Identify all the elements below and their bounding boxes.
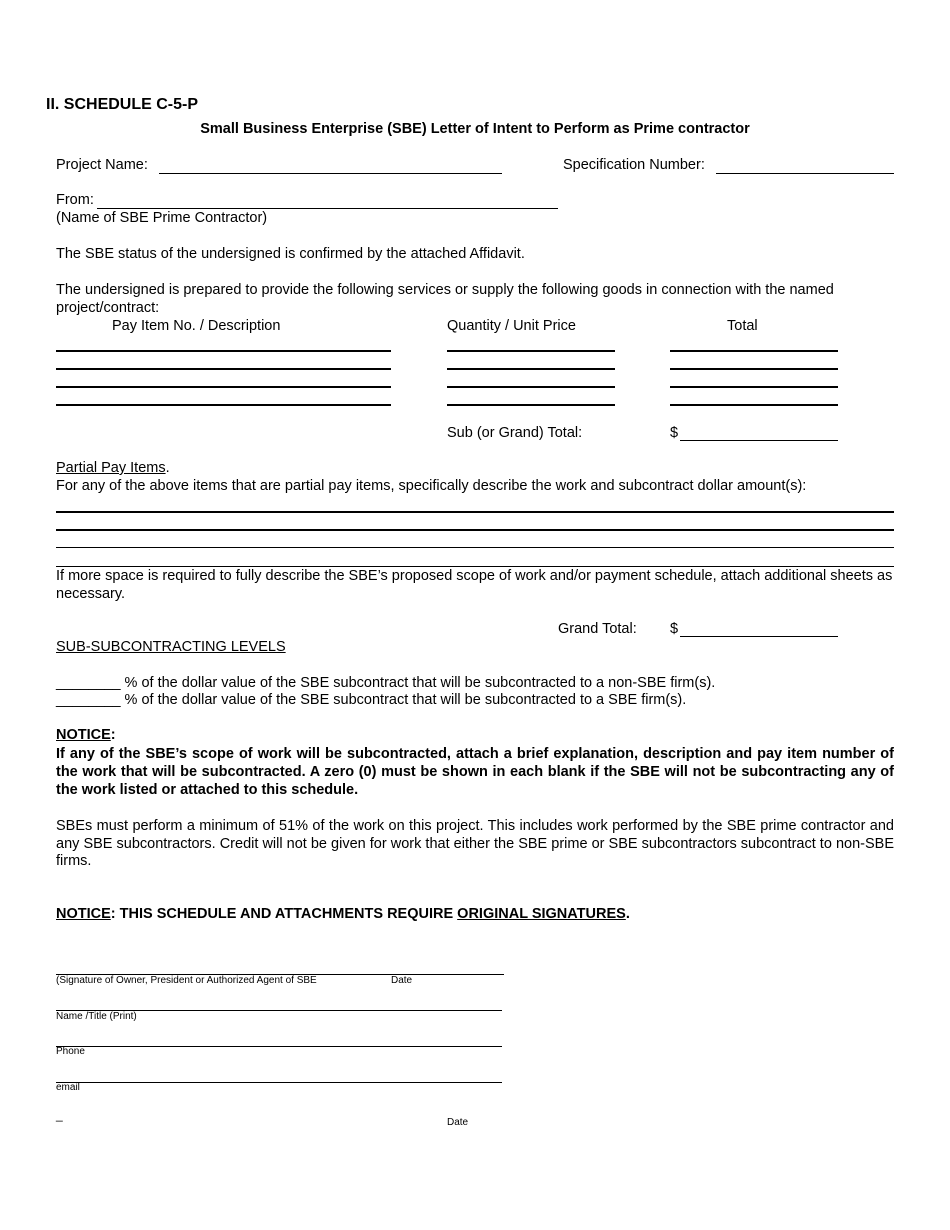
pay-item-field[interactable] [56, 404, 391, 406]
signature-label: (Signature of Owner, President or Authorized Agent of SBE [56, 975, 317, 986]
more-space-text: If more space is required to fully describe the SBE’s proposed scope of work and/or payment schedule, attach additional sheets as necessary. [56, 568, 893, 602]
status-text: The SBE status of the undersigned is confirmed by the attached Affidavit. [56, 246, 525, 262]
spec-number-label: Specification Number: [563, 157, 705, 173]
quantity-field[interactable] [447, 368, 615, 370]
sbe-requirement-text: SBEs must perform a minimum of 51% of the work on this project. This includes work performed by the SBE prime contractor and any SBE subcontractors. Credit will not be given for work that either the SBE prime or SBE subcontractors subcontract to non-SBE firms. [56, 818, 894, 869]
pay-item-field[interactable] [56, 350, 391, 352]
spec-number-field[interactable] [716, 173, 894, 174]
document-subtitle: Small Business Enterprise (SBE) Letter of Intent to Perform as Prime contractor [200, 121, 750, 137]
quantity-field[interactable] [447, 404, 615, 406]
partial-pay-text: For any of the above items that are partial pay items, specifically describe the work and subcontract dollar amount(s): [56, 478, 807, 494]
from-field[interactable] [97, 208, 558, 209]
email-field[interactable] [56, 1082, 502, 1083]
subtotal-label: Sub (or Grand) Total: [447, 425, 583, 441]
grand-total-dollar-sign: $ [670, 621, 679, 637]
notice-heading: NOTICE: [56, 727, 116, 743]
project-name-field[interactable] [159, 173, 502, 174]
sbe-percentage-line: ________ % of the dollar value of the SBE subcontract that will be subcontracted to a SBE firm(s). [56, 692, 687, 708]
partial-pay-field[interactable] [56, 511, 894, 513]
col-quantity-header: Quantity / Unit Price [447, 318, 576, 334]
col-pay-item-header: Pay Item No. / Description [112, 318, 281, 334]
partial-pay-field[interactable] [56, 547, 894, 548]
phone-label: Phone [56, 1046, 85, 1057]
signature-date-label: Date [391, 975, 413, 986]
quantity-field[interactable] [447, 350, 615, 352]
total-field[interactable] [670, 368, 838, 370]
grand-total-field[interactable] [680, 636, 838, 637]
subtotal-field[interactable] [680, 440, 838, 441]
col-total-header: Total [727, 318, 758, 334]
notice-text: If any of the SBE’s scope of work will be subcontracted, attach a brief explanation, description and pay item number of the work that will be subcontracted. A zero (0) must be shown in each blank if the SBE will not be subcontracting any of the work listed or attached to this schedule. [56, 746, 894, 798]
signature-notice: NOTICE: THIS SCHEDULE AND ATTACHMENTS REQUIRE ORIGINAL SIGNATURES. [56, 906, 630, 922]
total-field[interactable] [670, 386, 838, 388]
phone-field[interactable] [56, 1046, 502, 1047]
name-title-label: Name /Title (Print) [56, 1011, 137, 1022]
prepared-text: The undersigned is prepared to provide the following services or supply the following goods in connection with the named project/contract: [56, 282, 834, 316]
pay-item-field[interactable] [56, 386, 391, 388]
subtotal-dollar-sign: $ [670, 425, 679, 441]
partial-pay-heading: Partial Pay Items. [56, 460, 170, 476]
pay-item-field[interactable] [56, 368, 391, 370]
sub-levels-heading: SUB-SUBCONTRACTING LEVELS [56, 639, 286, 655]
total-field[interactable] [670, 404, 838, 406]
total-field[interactable] [670, 350, 838, 352]
from-label: From: [56, 192, 94, 208]
grand-total-label: Grand Total: [558, 621, 637, 637]
from-sublabel: (Name of SBE Prime Contractor) [56, 210, 268, 226]
quantity-field[interactable] [447, 386, 615, 388]
schedule-title: II. SCHEDULE C-5-P [46, 96, 199, 113]
email-label: email [56, 1082, 80, 1093]
bottom-date-label: Date [447, 1117, 469, 1128]
bottom-signature-dash: _ [56, 1108, 63, 1122]
partial-pay-field[interactable] [56, 529, 894, 531]
project-name-label: Project Name: [56, 157, 148, 173]
non-sbe-percentage-line: ________ % of the dollar value of the SBE subcontract that will be subcontracted to a non-SBE firm(s). [56, 675, 716, 691]
